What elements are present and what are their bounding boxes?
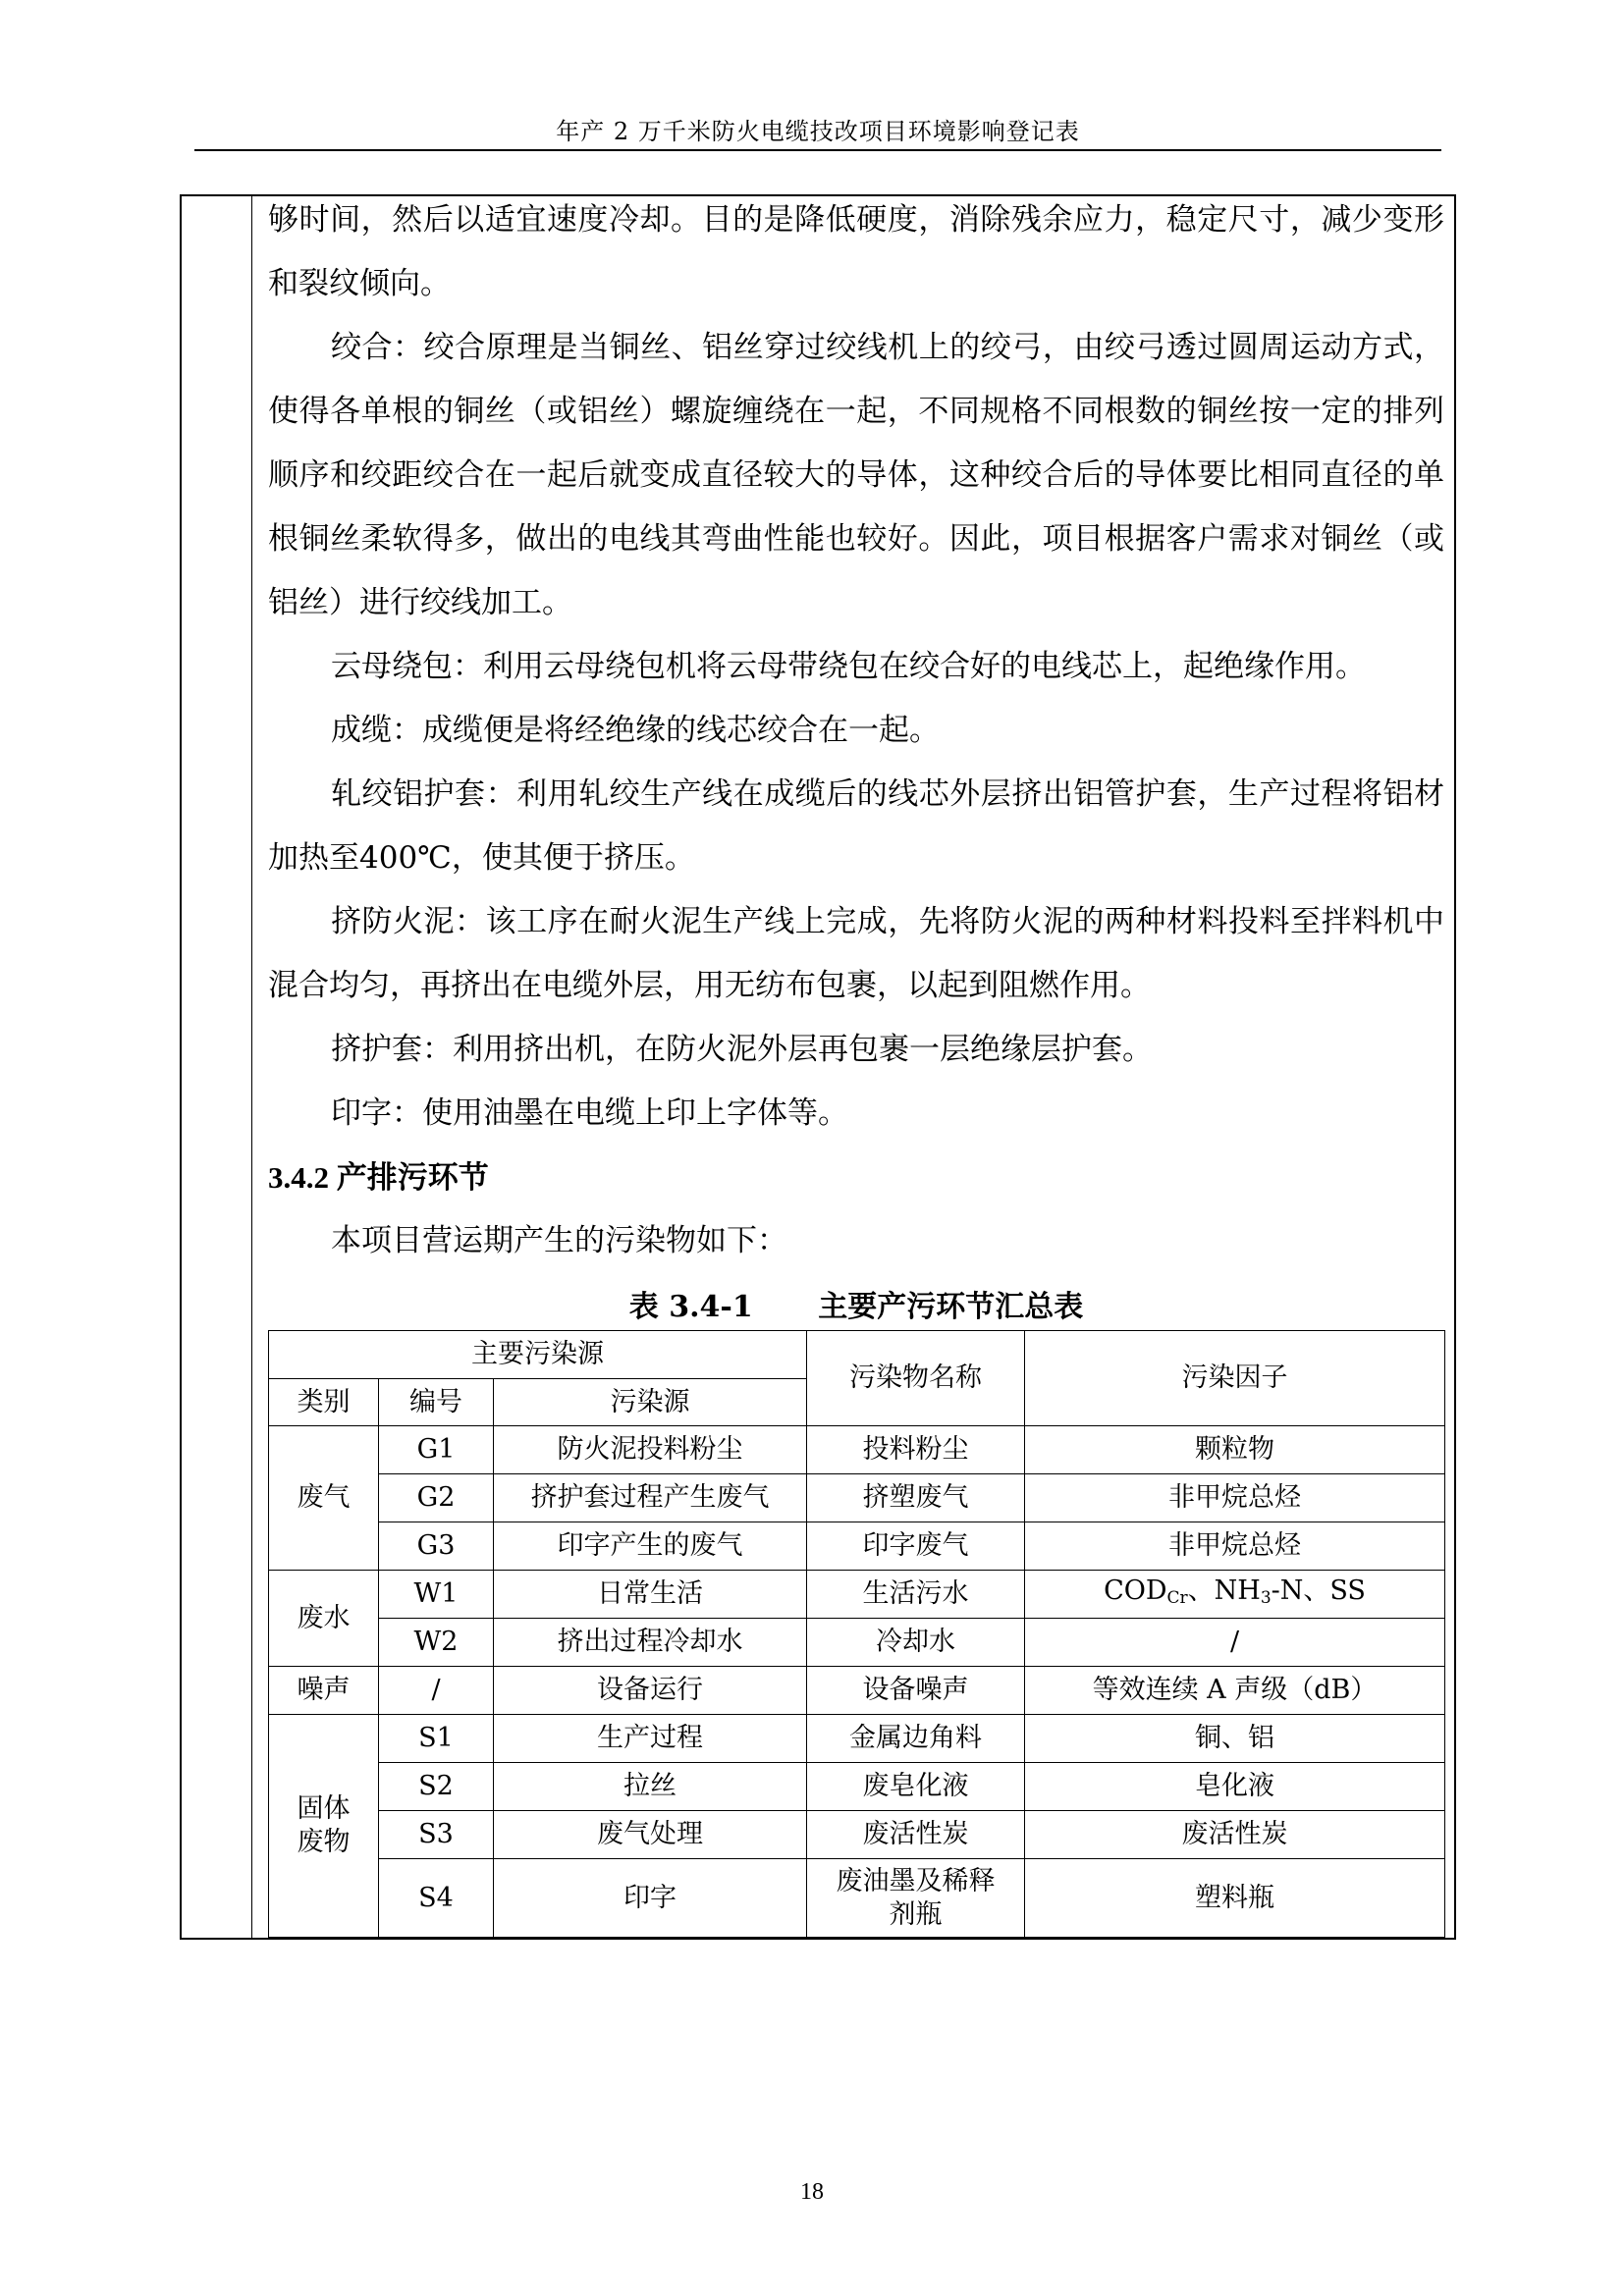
cell-factor: 等效连续 A 声级（dB） bbox=[1025, 1667, 1445, 1715]
cell-source: 印字 bbox=[494, 1859, 807, 1938]
table-row bbox=[269, 1715, 1445, 1763]
table-row bbox=[269, 1426, 1445, 1474]
cell-code: S1 bbox=[379, 1715, 494, 1763]
paragraph-fireproof-mud: 挤防火泥：该工序在耐火泥生产线上完成，先将防火泥的两种材料投料至拌料机中混合均匀，再挤出在电缆外层，用无纺布包裹，以起到阻燃作用。 bbox=[268, 904, 1444, 1003]
header-pollutant-name: 污染物名称 bbox=[807, 1331, 1025, 1426]
cell-factor: 皂化液 bbox=[1025, 1763, 1445, 1811]
category-solid-waste: 固体废物 bbox=[269, 1715, 379, 1938]
table-caption bbox=[268, 1282, 1444, 1325]
cell-code: G1 bbox=[379, 1426, 494, 1474]
cell-pollutant: 挤塑废气 bbox=[807, 1474, 1025, 1522]
paragraph-cabling: 成缆：成缆便是将经绝缘的线芯绞合在一起。 bbox=[331, 713, 940, 748]
section-intro: 本项目营运期产生的污染物如下： bbox=[331, 1223, 787, 1258]
form-column-divider bbox=[251, 194, 252, 1940]
cell-pollutant: 投料粉尘 bbox=[807, 1426, 1025, 1474]
header-code: 编号 bbox=[379, 1379, 494, 1426]
table-header-row bbox=[269, 1331, 1445, 1379]
table-row bbox=[269, 1474, 1445, 1522]
table-row bbox=[269, 1571, 1445, 1619]
cell-factor: / bbox=[1025, 1619, 1445, 1667]
cell-source: 防火泥投料粉尘 bbox=[494, 1426, 807, 1474]
cell-source: 废气处理 bbox=[494, 1811, 807, 1859]
table-row bbox=[269, 1522, 1445, 1571]
cell-code: S4 bbox=[379, 1859, 494, 1938]
cell-code: S2 bbox=[379, 1763, 494, 1811]
cell-code: W2 bbox=[379, 1619, 494, 1667]
cell-pollutant: 废活性炭 bbox=[807, 1811, 1025, 1859]
cell-source: 日常生活 bbox=[494, 1571, 807, 1619]
body-text bbox=[268, 188, 1444, 1273]
category-waste-water: 废水 bbox=[269, 1571, 379, 1667]
table-row bbox=[269, 1859, 1445, 1938]
cell-pollutant: 设备噪声 bbox=[807, 1667, 1025, 1715]
header-main-source: 主要污染源 bbox=[269, 1331, 807, 1379]
factor-cod: COD bbox=[1104, 1575, 1167, 1606]
paragraph-annealing-continued: 够时间，然后以适宜速度冷却。目的是降低硬度，消除残余应力，稳定尺寸，减少变形和裂纹倾向。 bbox=[268, 202, 1444, 301]
cell-source: 拉丝 bbox=[494, 1763, 807, 1811]
page-header-title: 年产 2 万千米防火电缆技改项目环境影响登记表 bbox=[556, 118, 1080, 145]
table-caption-number: 表 3.4-1 bbox=[628, 1290, 753, 1324]
category-noise: 噪声 bbox=[269, 1667, 379, 1715]
cell-factor: 非甲烷总烃 bbox=[1025, 1474, 1445, 1522]
cell-pollutant: 冷却水 bbox=[807, 1619, 1025, 1667]
cell-factor: 铜、铝 bbox=[1025, 1715, 1445, 1763]
paragraph-printing: 印字：使用油墨在电缆上印上字体等。 bbox=[331, 1095, 848, 1131]
cell-code: G3 bbox=[379, 1522, 494, 1571]
cell-source: 挤出过程冷却水 bbox=[494, 1619, 807, 1667]
header-source: 污染源 bbox=[494, 1379, 807, 1426]
page-number: 18 bbox=[800, 2179, 824, 2205]
cell-source: 生产过程 bbox=[494, 1715, 807, 1763]
factor-nh: 、NH bbox=[1187, 1575, 1261, 1606]
cell-factor: 非甲烷总烃 bbox=[1025, 1522, 1445, 1571]
section-heading: 3.4.2 产排污环节 bbox=[268, 1160, 489, 1195]
factor-nh-subscript: 3 bbox=[1260, 1587, 1272, 1608]
cell-source: 设备运行 bbox=[494, 1667, 807, 1715]
category-waste-gas: 废气 bbox=[269, 1426, 379, 1571]
cell-pollutant: 生活污水 bbox=[807, 1571, 1025, 1619]
cell-code: W1 bbox=[379, 1571, 494, 1619]
cell-factor: 塑料瓶 bbox=[1025, 1859, 1445, 1938]
cell-code: / bbox=[379, 1667, 494, 1715]
cell-pollutant: 印字废气 bbox=[807, 1522, 1025, 1571]
cell-pollutant: 金属边角料 bbox=[807, 1715, 1025, 1763]
cell-factor: 颗粒物 bbox=[1025, 1426, 1445, 1474]
pollution-summary-table bbox=[268, 1330, 1445, 1938]
table-row bbox=[269, 1667, 1445, 1715]
paragraph-jacket-extrusion: 挤护套：利用挤出机，在防火泥外层再包裹一层绝缘层护套。 bbox=[331, 1032, 1153, 1067]
cell-factor: 废活性炭 bbox=[1025, 1811, 1445, 1859]
table-row bbox=[269, 1811, 1445, 1859]
paragraph-stranding: 绞合：绞合原理是当铜丝、铝丝穿过绞线机上的绞弓，由绞弓透过圆周运动方式，使得各单根的铜丝（或铝丝）螺旋缠绕在一起，不同规格不同根数的铜丝按一定的排列顺序和绞距绞合在一起后就变成直径较大的导体，这种绞合后的导体要比相同直径的单根铜丝柔软得多，做出的电线其弯曲性能也较好。因此，项目根据客户需求对铜丝（或铝丝）进行绞线加工。 bbox=[268, 330, 1444, 620]
paragraph-aluminum-sheath: 轧绞铝护套：利用轧绞生产线在成缆后的线芯外层挤出铝管护套，生产过程将铝材加热至400℃，使其便于挤压。 bbox=[268, 776, 1444, 876]
cell-factor bbox=[1025, 1571, 1445, 1619]
header-rule bbox=[194, 149, 1441, 151]
factor-cod-subscript: Cr bbox=[1166, 1587, 1188, 1608]
cell-pollutant: 废皂化液 bbox=[807, 1763, 1025, 1811]
paragraph-mica-wrapping: 云母绕包：利用云母绕包机将云母带绕包在绞合好的电线芯上，起绝缘作用。 bbox=[331, 649, 1366, 684]
factor-n-ss: -N、SS bbox=[1271, 1575, 1366, 1606]
cell-pollutant: 废油墨及稀释剂瓶 bbox=[807, 1859, 1025, 1938]
cell-source: 印字产生的废气 bbox=[494, 1522, 807, 1571]
table-row bbox=[269, 1763, 1445, 1811]
cell-source: 挤护套过程产生废气 bbox=[494, 1474, 807, 1522]
table-caption-title: 主要产污环节汇总表 bbox=[818, 1290, 1084, 1324]
header-category: 类别 bbox=[269, 1379, 379, 1426]
header-pollution-factor: 污染因子 bbox=[1025, 1331, 1445, 1426]
table-row bbox=[269, 1619, 1445, 1667]
cell-code: G2 bbox=[379, 1474, 494, 1522]
cell-code: S3 bbox=[379, 1811, 494, 1859]
